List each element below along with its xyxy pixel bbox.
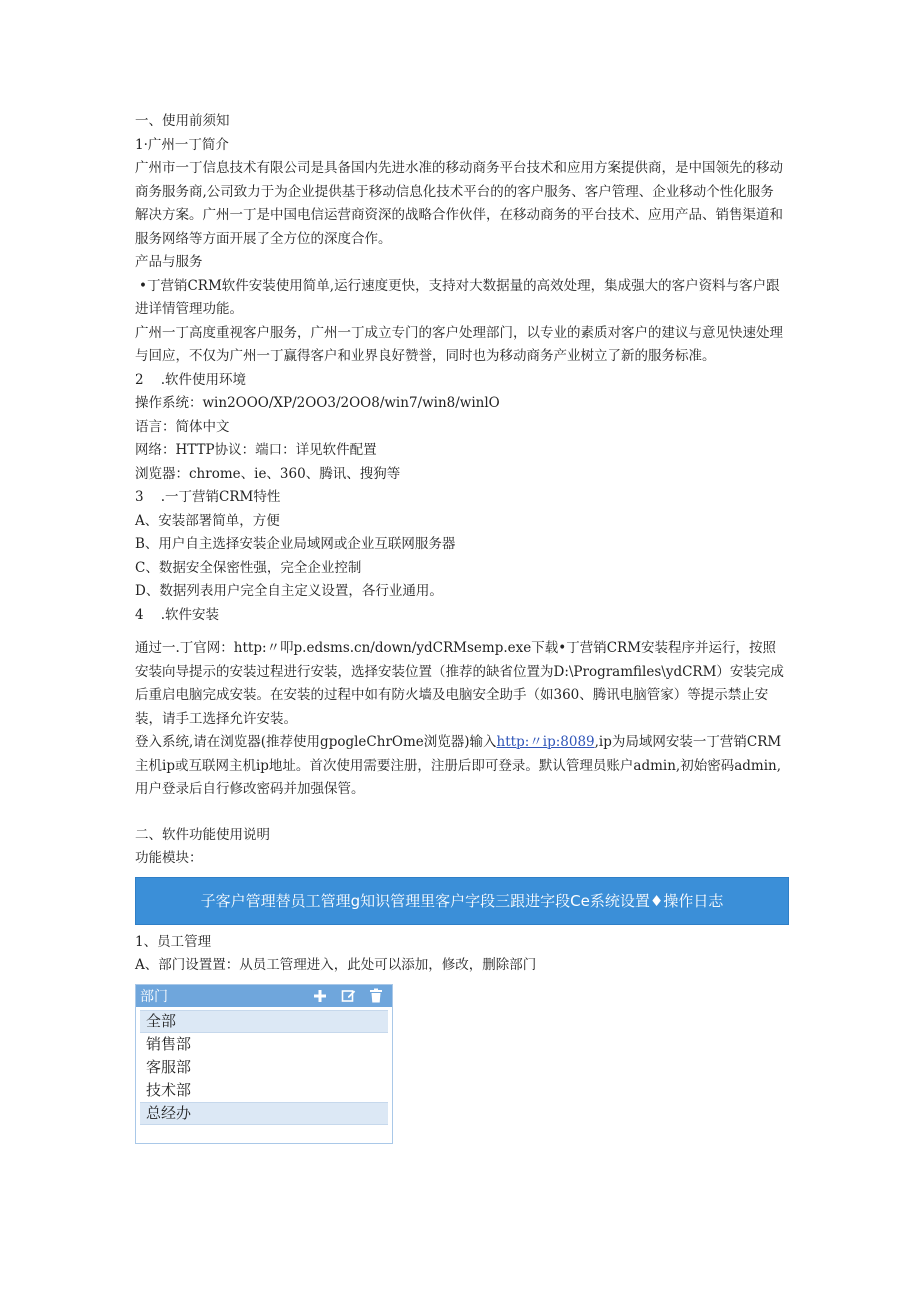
subsection-employee-management: 1、员工管理 [135,933,212,950]
env-os: 操作系统：win2OOO/XP/2OO3/2OO8/win7/win8/winlO [135,395,500,411]
edit-icon [341,988,356,1003]
document-page [135,110,787,1144]
env-network: 网络：HTTP协议：端口：详见软件配置 [135,442,377,458]
env-language: 语言：简体中文 [135,418,230,435]
feature-d: D、数据列表用户完全自主定义设置，各行业通用。 [135,583,443,599]
section-1-title: 一、使用前须知 [135,113,230,129]
login-text-post: ,ip为局域网安装一丁营销CRM主机ip或互联网主机ip地址。首次使用需要注册，注册后即可登录。默认管理员账户admin,初始密码admin,用户登录后自行修改密码并加强保管。 [135,734,782,797]
edit-department-button[interactable] [340,988,356,1004]
department-panel [135,984,393,1144]
products-paragraph-2: 广州一丁高度重视客户服务，广州一丁成立专门的客户处理部门，以专业的素质对客户的建议与意见快速处理与回应，不仅为广州一丁赢得客户和业界良好赞誉，同时也为移动商务产业树立了新的服务标准。 [135,324,783,364]
products-title: 产品与服务 [135,254,203,270]
department-panel-title: 部门 [140,988,168,1005]
department-list [136,1007,392,1125]
subsection-features: 3 .一丁营销CRM特性 [135,489,281,505]
plus-icon [313,989,327,1003]
company-intro-paragraph: 广州市一丁信息技术有限公司是具备国内先进水准的移动商务平台技术和应用方案提供商，是中国领先的移动商务服务商,公司致力于为企业提供基于移动信息化技术平台的的客户服务、客户管理、企业移动个性化服务解决方案。广州一丁是中国电信运营商资深的战略合作伙伴，在移动商务的平台技术、应用产品、销售渠道和服务网络等方面开展了全方位的深度合作。 [135,160,783,247]
install-paragraph: 通过一.丁官网：http:〃叩p.edsms.cn/down/ydCRMsemp.exe下载•丁营销CRM安装程序并运行，按照安装向导提示的安装过程进行安装，选择安装位置（推荐的缺省位置为D:\Programfiles\ydCRM）安装完成后重启电脑完成安装。在安装的过程中如有防火墙及电脑安全助手（如360、腾讯电脑管家）等提示禁止安装，请手工选择允许安装。 [135,640,784,727]
trash-icon [369,988,383,1003]
department-item-gm-office[interactable]: 总经办 [140,1102,388,1125]
login-paragraph [135,731,787,802]
department-panel-header [136,985,392,1007]
department-item-tech[interactable]: 技术部 [146,1080,192,1099]
module-menu-bar[interactable] [135,877,789,925]
products-paragraph-1: •丁营销CRM软件安装使用简单,运行速度更快，支持对大数据量的高效处理，集成强大的客户资料与客户跟进详情管理功能。 [135,277,780,317]
department-item-sales[interactable]: 销售部 [146,1034,192,1053]
add-department-button[interactable] [312,988,328,1004]
login-text-pre: 登入系统,请在浏览器(推荐使用gpogleChrOme浏览器)输入 [135,734,497,750]
modules-label: 功能模块： [135,850,203,866]
subsection-company-intro: 1·广州一丁简介 [135,136,229,153]
department-item-service[interactable]: 客服部 [146,1057,192,1076]
module-menu-text: 子客户管理替员工管理g知识管理里客户字段三跟进字段Ce系统设置♦操作日志 [200,892,724,910]
department-toolbar [312,988,384,1004]
feature-a: A、安装部署简单，方便 [135,512,280,529]
feature-c: C、数据安全保密性强，完全企业控制 [135,559,362,576]
subsection-install: 4 .软件安装 [135,606,220,623]
delete-department-button[interactable] [368,988,384,1004]
feature-b: B、用户自主选择安装企业局域网或企业互联网服务器 [135,536,456,552]
section-2-title: 二、软件功能使用说明 [135,826,270,843]
department-item-all[interactable]: 全部 [140,1010,388,1033]
env-browser: 浏览器：chrome、ie、360、腾讯、搜狗等 [135,465,401,482]
dept-settings-description: A、部门设置置：从员工管理进入，此处可以添加，修改，删除部门 [135,957,537,973]
subsection-environment: 2 .软件使用环境 [135,371,247,388]
login-url-link[interactable]: http:〃ip:8089 [496,734,595,750]
